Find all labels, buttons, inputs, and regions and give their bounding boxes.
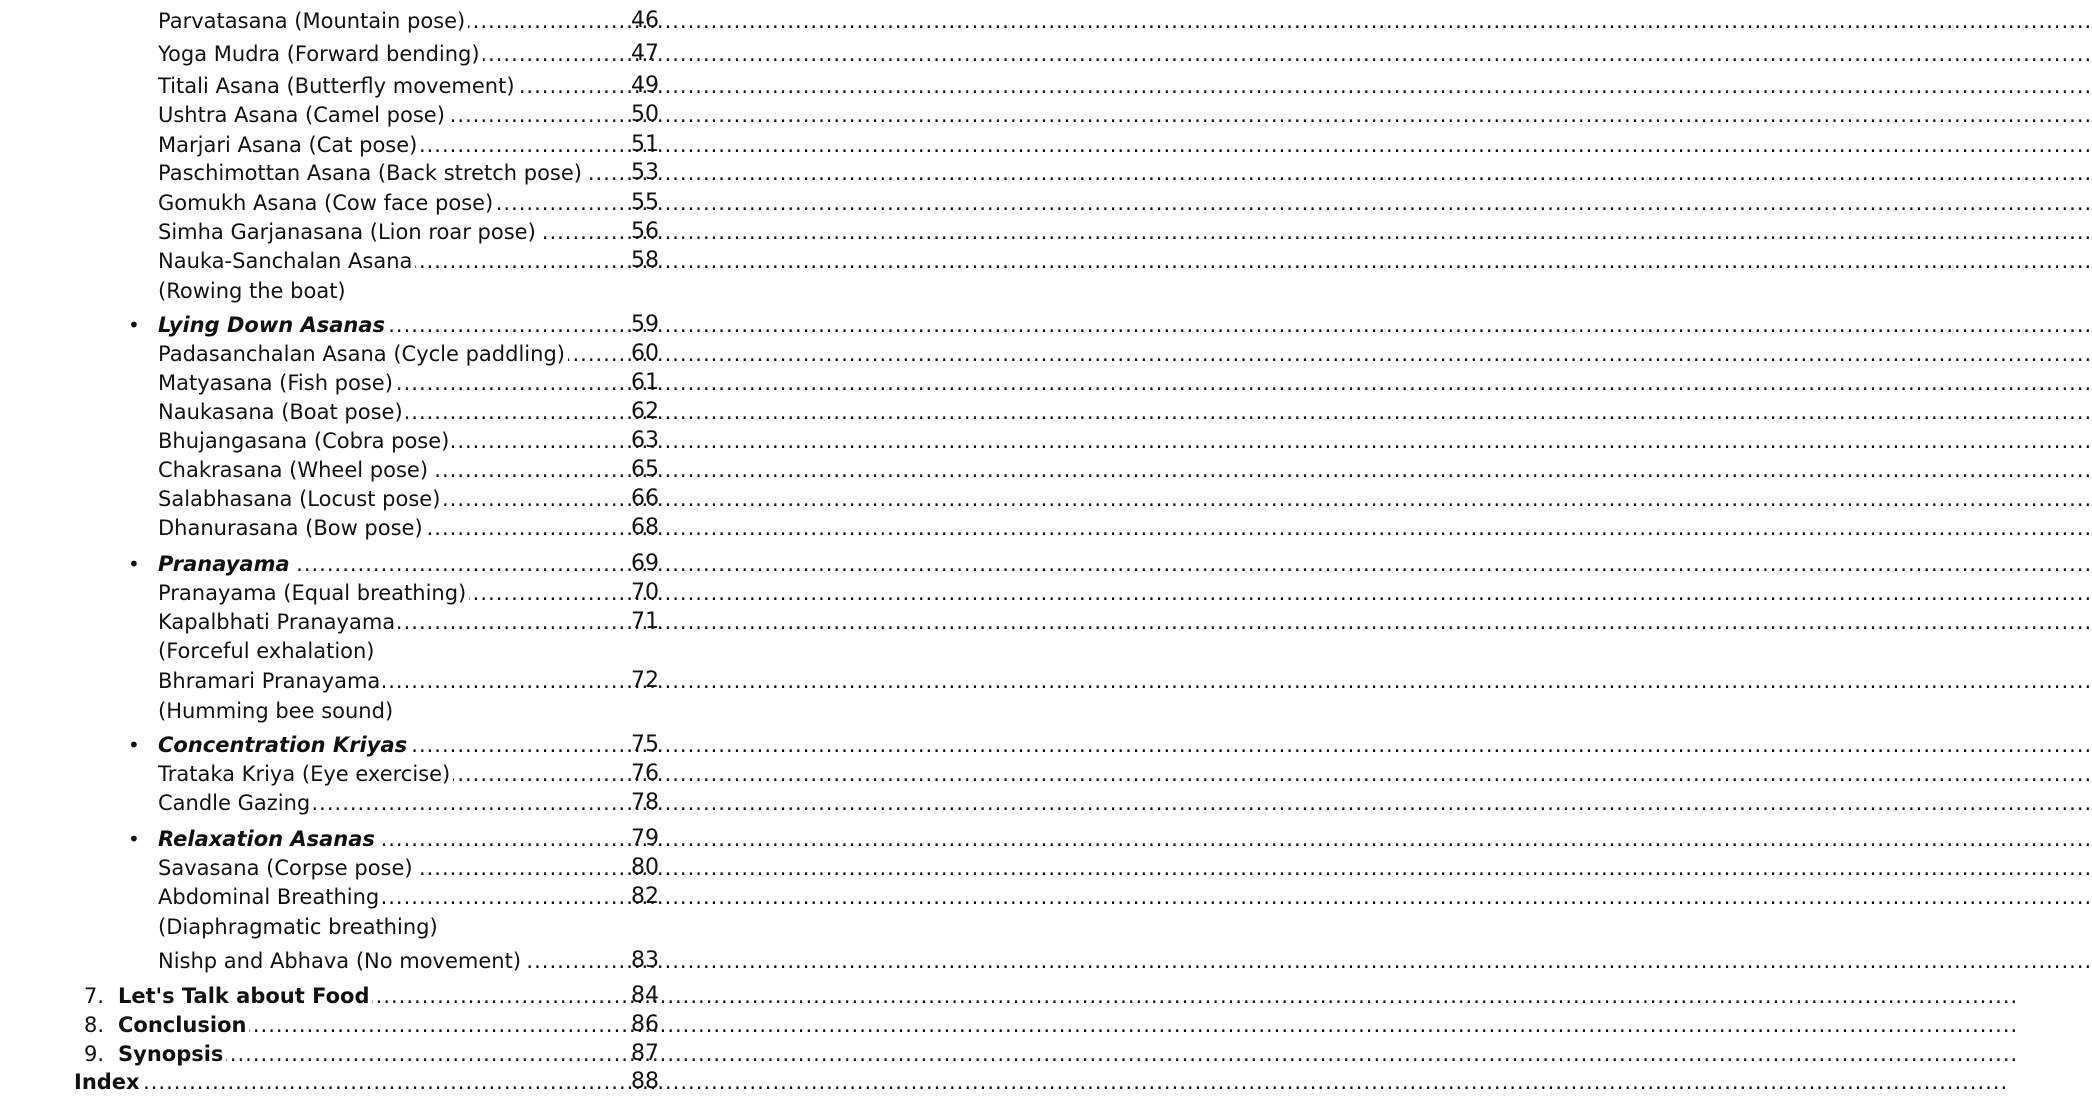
toc-entry-title: Dhanurasana (Bow pose) (158, 516, 426, 540)
toc-entry-pranayama-equal (158, 578, 706, 608)
toc-entry-title: Salabhasana (Locust pose) (158, 487, 443, 511)
toc-entry-ushtra-asana (158, 100, 706, 130)
toc-chapter-title: Let's Talk about Food (118, 984, 372, 1008)
toc-chapter-9 (84, 1039, 706, 1069)
toc-section-pranayama (128, 549, 706, 579)
toc-entry-title: Nishp and Abhava (No movement) (158, 949, 524, 973)
toc-section-relaxation-asanas (128, 824, 706, 854)
toc-entry-simha-garjanasana (158, 217, 706, 247)
toc-index (74, 1067, 706, 1097)
toc-chapter-number: 9. (84, 1039, 118, 1069)
toc-entry-page: 47 (631, 41, 659, 66)
toc-entry-candle-gazing (158, 788, 706, 818)
toc-entry-page: 56 (631, 219, 659, 244)
toc-entry-naukasana (158, 397, 706, 427)
toc-entry-nishp-abhava (158, 946, 706, 976)
toc-entry-title: Naukasana (Boat pose) (158, 400, 406, 424)
toc-entry-padasanchalan (158, 339, 706, 369)
toc-entry-title: Bhramari Pranayama (158, 669, 383, 693)
toc-section-title: Lying Down Asanas (158, 313, 388, 337)
toc-entry-title: Trataka Kriya (Eye exercise) (158, 762, 453, 786)
toc-chapter-title: Synopsis (118, 1042, 226, 1066)
toc-entry-title: Chakrasana (Wheel pose) (158, 458, 431, 482)
toc-entry-title: Yoga Mudra (Forward bending) (158, 42, 483, 66)
toc-entry-page: 69 (631, 551, 659, 576)
toc-entry-bhujangasana (158, 426, 706, 456)
toc-entry-page: 55 (631, 190, 659, 215)
toc-entry-page: 49 (631, 73, 659, 98)
toc-entry-matyasana (158, 368, 706, 398)
toc-entry-subtitle: (Diaphragmatic breathing) (158, 915, 441, 939)
toc-entry-savasana (158, 853, 706, 883)
toc-entry-page: 68 (631, 515, 659, 540)
toc-entry-title: Kapalbhati Pranayama (158, 610, 398, 634)
bullet-icon: • (128, 733, 140, 757)
toc-entry-chakrasana (158, 455, 706, 485)
toc-entry-subtitle: (Forceful exhalation) (158, 639, 378, 663)
toc-entry-page: 76 (631, 761, 659, 786)
toc-index-title: Index (74, 1070, 143, 1094)
toc-entry-paschimottan-asana (158, 158, 706, 188)
toc-section-lying-down-asanas (128, 310, 706, 340)
toc-entry-page: 70 (631, 580, 659, 605)
bullet-icon: • (128, 313, 140, 337)
toc-entry-page: 60 (631, 341, 659, 366)
toc-entry-title: Gomukh Asana (Cow face pose) (158, 191, 496, 215)
toc-entry-continuation (158, 636, 706, 666)
toc-entry-title: Nauka-Sanchalan Asana (158, 249, 415, 273)
toc-entry-page: 62 (631, 399, 659, 424)
toc-entry-page: 61 (631, 370, 659, 395)
toc-entry-page: 50 (631, 102, 659, 127)
toc-entry-title: Marjari Asana (Cat pose) (158, 133, 420, 157)
toc-entry-subtitle: (Rowing the boat) (158, 279, 349, 303)
toc-entry-title: Parvatasana (Mountain pose) (158, 9, 468, 33)
toc-entry-continuation (158, 276, 706, 306)
toc-entry-title: Candle Gazing (158, 791, 313, 815)
toc-entry-page: 51 (631, 132, 659, 157)
toc-entry-continuation (158, 696, 706, 726)
toc-entry-title: Titali Asana (Butterfly movement) (158, 74, 518, 98)
toc-entry-abdominal-breathing (158, 882, 706, 912)
toc-entry-title: Bhujangasana (Cobra pose) (158, 429, 452, 453)
toc-entry-title: Abdominal Breathing (158, 885, 382, 909)
toc-section-title: Concentration Kriyas (158, 733, 410, 757)
toc-entry-page: 80 (631, 855, 659, 880)
toc-entry-page: 58 (631, 248, 659, 273)
toc-entry-page: 84 (631, 983, 659, 1008)
toc-entry-trataka-kriya (158, 759, 706, 789)
toc-entry-kapalbhati (158, 607, 706, 637)
toc-entry-title: Pranayama (Equal breathing) (158, 581, 469, 605)
toc-entry-bhramari (158, 666, 706, 696)
toc-entry-page: 63 (631, 428, 659, 453)
toc-entry-page: 65 (631, 457, 659, 482)
toc-section-title: Relaxation Asanas (158, 827, 378, 851)
toc-entry-page: 75 (631, 732, 659, 757)
toc-entry-parvatasana (158, 6, 706, 36)
bullet-icon: • (128, 552, 140, 576)
toc-entry-title: Matyasana (Fish pose) (158, 371, 396, 395)
toc-chapter-number: 7. (84, 981, 118, 1011)
toc-entry-page: 72 (631, 668, 659, 693)
toc-entry-page: 71 (631, 609, 659, 634)
toc-entry-page: 46 (631, 8, 659, 33)
toc-entry-titali-asana (158, 71, 706, 101)
toc-entry-page: 79 (631, 826, 659, 851)
toc-entry-salabhasana (158, 484, 706, 514)
toc-entry-gomukh-asana (158, 188, 706, 218)
toc-chapter-8 (84, 1010, 706, 1040)
toc-entry-yoga-mudra (158, 39, 706, 69)
toc-entry-page: 66 (631, 486, 659, 511)
toc-entry-page: 59 (631, 312, 659, 337)
toc-entry-page: 86 (631, 1012, 659, 1037)
toc-entry-page: 53 (631, 160, 659, 185)
toc-chapter-number: 8. (84, 1010, 118, 1040)
toc-chapter-7 (84, 981, 706, 1011)
table-of-contents (0, 0, 780, 1108)
toc-section-concentration-kriyas (128, 730, 706, 760)
toc-chapter-title: Conclusion (118, 1013, 249, 1037)
toc-entry-dhanurasana (158, 513, 706, 543)
toc-entry-title: Ushtra Asana (Camel pose) (158, 103, 448, 127)
toc-entry-page: 83 (631, 948, 659, 973)
toc-entry-page: 82 (631, 884, 659, 909)
bullet-icon: • (128, 827, 140, 851)
toc-entry-nauka-sanchalan (158, 246, 706, 276)
toc-entry-subtitle: (Humming bee sound) (158, 699, 396, 723)
toc-entry-title: Padasanchalan Asana (Cycle paddling) (158, 342, 568, 366)
toc-entry-page: 78 (631, 790, 659, 815)
toc-entry-page: 88 (631, 1069, 659, 1094)
toc-entry-title: Simha Garjanasana (Lion roar pose) (158, 220, 539, 244)
toc-entry-title: Savasana (Corpse pose) (158, 856, 416, 880)
toc-entry-continuation (158, 912, 706, 942)
toc-entry-marjari-asana (158, 130, 706, 160)
toc-entry-title: Paschimottan Asana (Back stretch pose) (158, 161, 585, 185)
toc-section-title: Pranayama (158, 552, 293, 576)
toc-entry-page: 87 (631, 1041, 659, 1066)
